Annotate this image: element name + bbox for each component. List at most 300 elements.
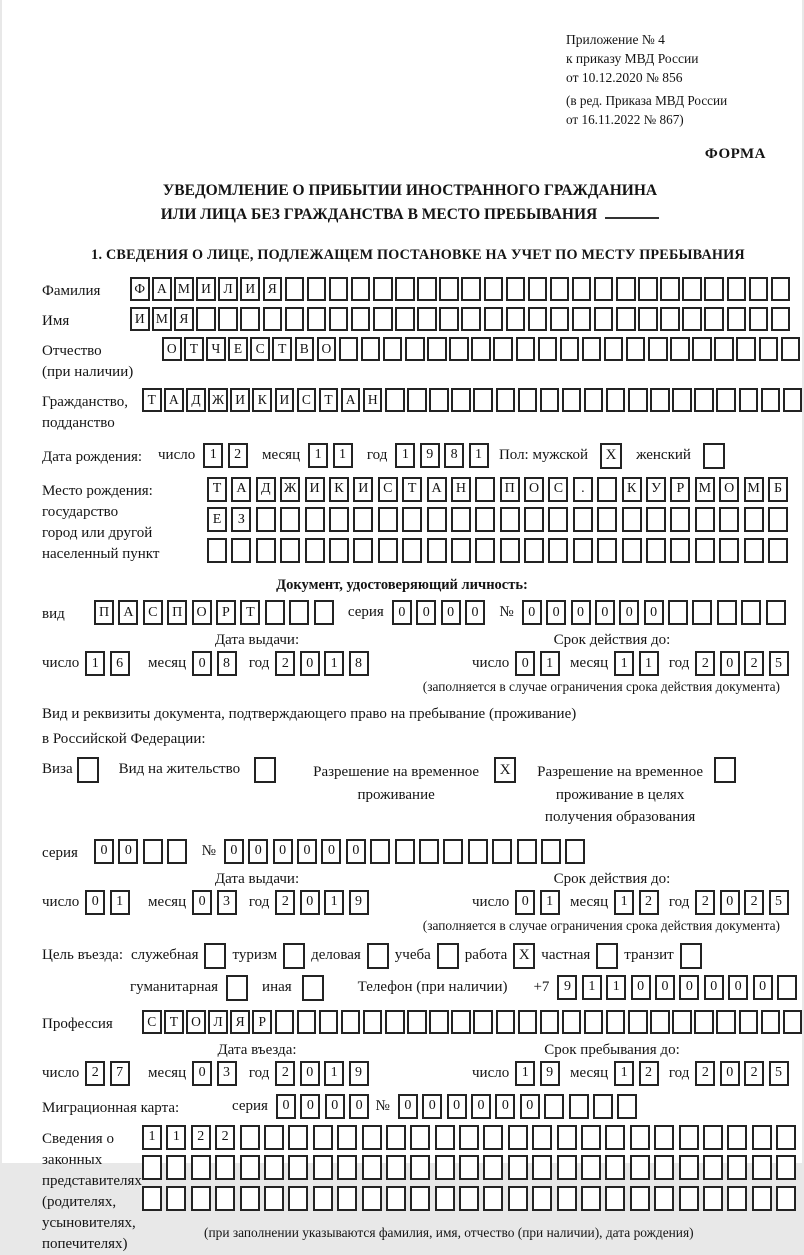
form-cell[interactable] bbox=[264, 1125, 284, 1150]
form-cell[interactable] bbox=[557, 1155, 577, 1180]
form-cell[interactable]: 0 bbox=[522, 600, 542, 625]
birth-year-cells[interactable] bbox=[395, 443, 493, 468]
form-cell[interactable] bbox=[752, 1125, 772, 1150]
form-cell[interactable]: И bbox=[275, 388, 295, 412]
form-cell[interactable] bbox=[544, 1094, 564, 1119]
form-cell[interactable] bbox=[439, 307, 459, 331]
form-cell[interactable]: У bbox=[646, 477, 666, 502]
form-cell[interactable]: А bbox=[427, 477, 447, 502]
form-cell[interactable] bbox=[532, 1186, 552, 1211]
form-cell[interactable]: 9 bbox=[349, 890, 369, 915]
form-cell[interactable]: 0 bbox=[515, 890, 535, 915]
form-cell[interactable]: С bbox=[548, 477, 568, 502]
form-cell[interactable]: К bbox=[622, 477, 642, 502]
form-cell[interactable] bbox=[166, 1155, 186, 1180]
form-cell[interactable]: 0 bbox=[273, 839, 293, 864]
form-cell[interactable]: 0 bbox=[441, 600, 461, 625]
form-cell[interactable] bbox=[386, 1186, 406, 1211]
form-cell[interactable]: В bbox=[295, 337, 315, 361]
form-cell[interactable]: 0 bbox=[118, 839, 138, 864]
form-cell[interactable]: 2 bbox=[695, 651, 715, 676]
form-cell[interactable] bbox=[280, 538, 300, 563]
form-cell[interactable] bbox=[717, 600, 737, 625]
form-cell[interactable] bbox=[562, 388, 582, 412]
form-cell[interactable] bbox=[776, 1186, 796, 1211]
form-cell[interactable] bbox=[692, 337, 712, 361]
form-cell[interactable]: Т bbox=[164, 1010, 184, 1034]
form-cell[interactable] bbox=[289, 600, 309, 625]
form-cell[interactable] bbox=[727, 277, 747, 301]
form-cell[interactable] bbox=[739, 1010, 759, 1034]
form-cell[interactable] bbox=[191, 1186, 211, 1211]
form-cell[interactable] bbox=[240, 1186, 260, 1211]
form-cell[interactable] bbox=[492, 839, 512, 864]
form-cell[interactable] bbox=[329, 507, 349, 532]
form-cell[interactable] bbox=[704, 307, 724, 331]
form-cell[interactable] bbox=[405, 337, 425, 361]
form-cell[interactable] bbox=[682, 307, 702, 331]
form-cell[interactable]: 0 bbox=[94, 839, 114, 864]
form-cell[interactable] bbox=[215, 1186, 235, 1211]
form-cell[interactable] bbox=[305, 507, 325, 532]
form-cell[interactable]: Т bbox=[184, 337, 204, 361]
form-cell[interactable] bbox=[417, 307, 437, 331]
form-cell[interactable]: 0 bbox=[392, 600, 412, 625]
form-cell[interactable]: 1 bbox=[203, 443, 223, 468]
form-cell[interactable] bbox=[597, 507, 617, 532]
form-cell[interactable] bbox=[749, 307, 769, 331]
form-cell[interactable] bbox=[703, 1186, 723, 1211]
form-cell[interactable] bbox=[483, 1186, 503, 1211]
residence-valid-day[interactable] bbox=[515, 890, 564, 915]
form-cell[interactable] bbox=[280, 507, 300, 532]
form-cell[interactable] bbox=[417, 277, 437, 301]
form-cell[interactable] bbox=[275, 1010, 295, 1034]
given-name-cells[interactable] bbox=[130, 307, 793, 331]
legal-reps-row-3[interactable] bbox=[142, 1186, 801, 1211]
form-cell[interactable]: О bbox=[524, 477, 544, 502]
birth-place-row-3[interactable] bbox=[207, 538, 792, 563]
form-cell[interactable]: 0 bbox=[495, 1094, 515, 1119]
purpose-official-checkbox[interactable] bbox=[204, 943, 226, 969]
form-cell[interactable] bbox=[679, 1186, 699, 1211]
form-cell[interactable] bbox=[439, 277, 459, 301]
form-cell[interactable]: А bbox=[118, 600, 138, 625]
form-cell[interactable] bbox=[517, 839, 537, 864]
form-cell[interactable] bbox=[496, 388, 516, 412]
form-cell[interactable] bbox=[597, 477, 617, 502]
form-cell[interactable] bbox=[373, 307, 393, 331]
form-cell[interactable] bbox=[378, 507, 398, 532]
form-cell[interactable] bbox=[508, 1125, 528, 1150]
form-cell[interactable] bbox=[500, 538, 520, 563]
form-cell[interactable] bbox=[744, 507, 764, 532]
form-cell[interactable] bbox=[459, 1155, 479, 1180]
legal-reps-row-2[interactable] bbox=[142, 1155, 801, 1180]
form-cell[interactable] bbox=[313, 1186, 333, 1211]
form-cell[interactable]: 1 bbox=[333, 443, 353, 468]
form-cell[interactable] bbox=[540, 388, 560, 412]
form-cell[interactable] bbox=[528, 307, 548, 331]
form-cell[interactable]: 5 bbox=[769, 651, 789, 676]
form-cell[interactable]: Е bbox=[207, 507, 227, 532]
form-cell[interactable] bbox=[383, 337, 403, 361]
birth-day-cells[interactable] bbox=[203, 443, 252, 468]
form-cell[interactable]: 0 bbox=[224, 839, 244, 864]
form-cell[interactable]: Ч bbox=[206, 337, 226, 361]
form-cell[interactable]: 8 bbox=[217, 651, 237, 676]
form-cell[interactable]: 1 bbox=[395, 443, 415, 468]
gender-female-checkbox[interactable] bbox=[703, 443, 725, 469]
residence-series-cells[interactable] bbox=[94, 839, 192, 864]
form-cell[interactable] bbox=[410, 1186, 430, 1211]
form-cell[interactable]: 0 bbox=[276, 1094, 296, 1119]
form-cell[interactable] bbox=[307, 277, 327, 301]
form-cell[interactable] bbox=[766, 600, 786, 625]
form-cell[interactable]: О bbox=[317, 337, 337, 361]
form-cell[interactable] bbox=[386, 1155, 406, 1180]
form-cell[interactable]: 0 bbox=[447, 1094, 467, 1119]
form-cell[interactable] bbox=[628, 388, 648, 412]
form-cell[interactable] bbox=[516, 337, 536, 361]
valid-year-cells[interactable] bbox=[695, 651, 793, 676]
form-cell[interactable] bbox=[256, 538, 276, 563]
form-cell[interactable]: Е bbox=[228, 337, 248, 361]
form-cell[interactable] bbox=[752, 1186, 772, 1211]
form-cell[interactable] bbox=[451, 538, 471, 563]
form-cell[interactable] bbox=[256, 507, 276, 532]
form-cell[interactable]: 1 bbox=[606, 975, 626, 1000]
form-cell[interactable]: 0 bbox=[346, 839, 366, 864]
form-cell[interactable] bbox=[727, 1155, 747, 1180]
form-cell[interactable] bbox=[263, 307, 283, 331]
form-cell[interactable]: 0 bbox=[300, 1094, 320, 1119]
form-cell[interactable] bbox=[679, 1155, 699, 1180]
form-cell[interactable] bbox=[560, 337, 580, 361]
form-cell[interactable] bbox=[407, 1010, 427, 1034]
form-cell[interactable] bbox=[353, 538, 373, 563]
citizenship-cells[interactable] bbox=[142, 388, 804, 412]
form-cell[interactable]: О bbox=[162, 337, 182, 361]
form-cell[interactable] bbox=[166, 1186, 186, 1211]
form-cell[interactable] bbox=[459, 1125, 479, 1150]
form-cell[interactable]: П bbox=[167, 600, 187, 625]
form-cell[interactable]: 6 bbox=[110, 651, 130, 676]
residence-issue-year[interactable] bbox=[275, 890, 373, 915]
form-cell[interactable]: С bbox=[143, 600, 163, 625]
form-cell[interactable] bbox=[395, 277, 415, 301]
form-cell[interactable] bbox=[776, 1155, 796, 1180]
form-cell[interactable] bbox=[451, 507, 471, 532]
form-cell[interactable] bbox=[759, 337, 779, 361]
form-cell[interactable] bbox=[548, 538, 568, 563]
form-cell[interactable] bbox=[606, 1010, 626, 1034]
form-cell[interactable] bbox=[329, 277, 349, 301]
form-cell[interactable] bbox=[339, 337, 359, 361]
form-cell[interactable] bbox=[771, 277, 791, 301]
form-cell[interactable] bbox=[362, 1125, 382, 1150]
form-cell[interactable]: 0 bbox=[655, 975, 675, 1000]
form-cell[interactable]: Р bbox=[670, 477, 690, 502]
purpose-tourism-checkbox[interactable] bbox=[283, 943, 305, 969]
form-cell[interactable]: С bbox=[297, 388, 317, 412]
form-cell[interactable]: 1 bbox=[324, 890, 344, 915]
form-cell[interactable] bbox=[719, 538, 739, 563]
form-cell[interactable] bbox=[581, 1155, 601, 1180]
form-cell[interactable]: 0 bbox=[325, 1094, 345, 1119]
form-cell[interactable]: 1 bbox=[540, 890, 560, 915]
form-cell[interactable] bbox=[565, 839, 585, 864]
form-cell[interactable]: М bbox=[152, 307, 172, 331]
form-cell[interactable] bbox=[654, 1125, 674, 1150]
form-cell[interactable] bbox=[468, 839, 488, 864]
form-cell[interactable] bbox=[616, 277, 636, 301]
form-cell[interactable] bbox=[142, 1155, 162, 1180]
form-cell[interactable]: Д bbox=[186, 388, 206, 412]
form-cell[interactable] bbox=[719, 507, 739, 532]
purpose-study-checkbox[interactable] bbox=[437, 943, 459, 969]
form-cell[interactable] bbox=[660, 277, 680, 301]
form-cell[interactable]: И bbox=[353, 477, 373, 502]
form-cell[interactable] bbox=[353, 507, 373, 532]
form-cell[interactable] bbox=[692, 600, 712, 625]
form-cell[interactable]: М bbox=[744, 477, 764, 502]
form-cell[interactable] bbox=[475, 538, 495, 563]
form-cell[interactable] bbox=[471, 337, 491, 361]
form-cell[interactable]: И bbox=[230, 388, 250, 412]
form-cell[interactable] bbox=[736, 337, 756, 361]
form-cell[interactable] bbox=[761, 388, 781, 412]
form-cell[interactable] bbox=[288, 1155, 308, 1180]
form-cell[interactable] bbox=[672, 388, 692, 412]
form-cell[interactable] bbox=[461, 307, 481, 331]
form-cell[interactable] bbox=[473, 1010, 493, 1034]
form-cell[interactable]: 0 bbox=[704, 975, 724, 1000]
form-cell[interactable]: 0 bbox=[422, 1094, 442, 1119]
form-cell[interactable]: 2 bbox=[639, 890, 659, 915]
form-cell[interactable] bbox=[240, 1125, 260, 1150]
phone-cells[interactable] bbox=[557, 975, 801, 1000]
form-cell[interactable] bbox=[727, 1186, 747, 1211]
residence-number-cells[interactable] bbox=[224, 839, 590, 864]
form-cell[interactable] bbox=[288, 1186, 308, 1211]
form-cell[interactable]: 1 bbox=[110, 890, 130, 915]
form-cell[interactable] bbox=[682, 277, 702, 301]
form-cell[interactable]: 0 bbox=[720, 651, 740, 676]
form-cell[interactable]: 0 bbox=[619, 600, 639, 625]
form-cell[interactable] bbox=[373, 277, 393, 301]
form-cell[interactable]: 0 bbox=[192, 890, 212, 915]
form-cell[interactable] bbox=[668, 600, 688, 625]
form-cell[interactable]: 0 bbox=[416, 600, 436, 625]
form-cell[interactable] bbox=[532, 1155, 552, 1180]
form-cell[interactable] bbox=[207, 538, 227, 563]
form-cell[interactable]: 0 bbox=[631, 975, 651, 1000]
form-cell[interactable]: 0 bbox=[471, 1094, 491, 1119]
purpose-work-checkbox[interactable]: X bbox=[513, 943, 535, 969]
issue-day-cells[interactable] bbox=[85, 651, 134, 676]
stay-day-cells[interactable] bbox=[515, 1061, 564, 1086]
form-cell[interactable]: 0 bbox=[595, 600, 615, 625]
form-cell[interactable]: И bbox=[240, 277, 260, 301]
form-cell[interactable]: 0 bbox=[546, 600, 566, 625]
form-cell[interactable]: 1 bbox=[614, 1061, 634, 1086]
form-cell[interactable]: К bbox=[329, 477, 349, 502]
form-cell[interactable] bbox=[167, 839, 187, 864]
form-cell[interactable] bbox=[781, 337, 801, 361]
form-cell[interactable]: Л bbox=[218, 277, 238, 301]
form-cell[interactable]: 2 bbox=[275, 651, 295, 676]
form-cell[interactable] bbox=[776, 1125, 796, 1150]
form-cell[interactable]: 9 bbox=[349, 1061, 369, 1086]
form-cell[interactable]: 1 bbox=[639, 651, 659, 676]
form-cell[interactable] bbox=[191, 1155, 211, 1180]
form-cell[interactable] bbox=[429, 388, 449, 412]
form-cell[interactable]: 1 bbox=[324, 1061, 344, 1086]
form-cell[interactable]: О bbox=[719, 477, 739, 502]
form-cell[interactable] bbox=[313, 1155, 333, 1180]
form-cell[interactable] bbox=[473, 388, 493, 412]
form-cell[interactable] bbox=[484, 277, 504, 301]
form-cell[interactable]: 5 bbox=[769, 890, 789, 915]
form-cell[interactable] bbox=[777, 975, 797, 1000]
form-cell[interactable] bbox=[449, 337, 469, 361]
form-cell[interactable]: 1 bbox=[85, 651, 105, 676]
form-cell[interactable] bbox=[739, 388, 759, 412]
form-cell[interactable]: К bbox=[252, 388, 272, 412]
form-cell[interactable]: 2 bbox=[228, 443, 248, 468]
form-cell[interactable] bbox=[506, 277, 526, 301]
form-cell[interactable] bbox=[562, 1010, 582, 1034]
form-cell[interactable] bbox=[329, 307, 349, 331]
form-cell[interactable]: 0 bbox=[398, 1094, 418, 1119]
form-cell[interactable] bbox=[771, 307, 791, 331]
form-cell[interactable] bbox=[532, 1125, 552, 1150]
form-cell[interactable] bbox=[703, 1155, 723, 1180]
form-cell[interactable] bbox=[475, 507, 495, 532]
form-cell[interactable] bbox=[650, 1010, 670, 1034]
form-cell[interactable]: 9 bbox=[540, 1061, 560, 1086]
entry-year-cells[interactable] bbox=[275, 1061, 373, 1086]
form-cell[interactable] bbox=[319, 1010, 339, 1034]
form-cell[interactable]: 1 bbox=[469, 443, 489, 468]
form-cell[interactable] bbox=[694, 1010, 714, 1034]
form-cell[interactable] bbox=[617, 1094, 637, 1119]
form-cell[interactable]: С bbox=[250, 337, 270, 361]
form-cell[interactable]: П bbox=[500, 477, 520, 502]
form-cell[interactable]: 0 bbox=[321, 839, 341, 864]
form-cell[interactable]: 0 bbox=[300, 1061, 320, 1086]
form-cell[interactable]: 7 bbox=[110, 1061, 130, 1086]
form-cell[interactable]: 0 bbox=[679, 975, 699, 1000]
form-cell[interactable]: М bbox=[174, 277, 194, 301]
form-cell[interactable] bbox=[660, 307, 680, 331]
form-cell[interactable]: 0 bbox=[248, 839, 268, 864]
form-cell[interactable]: Я bbox=[174, 307, 194, 331]
form-cell[interactable] bbox=[500, 507, 520, 532]
form-cell[interactable] bbox=[622, 507, 642, 532]
doc-series-cells[interactable] bbox=[392, 600, 490, 625]
form-cell[interactable] bbox=[305, 538, 325, 563]
form-cell[interactable] bbox=[370, 839, 390, 864]
residence-issue-month[interactable] bbox=[192, 890, 241, 915]
form-cell[interactable] bbox=[386, 1125, 406, 1150]
form-cell[interactable] bbox=[716, 388, 736, 412]
profession-cells[interactable] bbox=[142, 1010, 804, 1034]
form-cell[interactable]: 2 bbox=[695, 890, 715, 915]
form-cell[interactable] bbox=[569, 1094, 589, 1119]
form-cell[interactable]: 0 bbox=[720, 1061, 740, 1086]
form-cell[interactable] bbox=[240, 1155, 260, 1180]
form-cell[interactable] bbox=[314, 600, 334, 625]
purpose-other-checkbox[interactable] bbox=[302, 975, 324, 1001]
form-cell[interactable] bbox=[363, 1010, 383, 1034]
migration-series-cells[interactable] bbox=[276, 1094, 374, 1119]
form-cell[interactable] bbox=[362, 1155, 382, 1180]
form-cell[interactable] bbox=[630, 1186, 650, 1211]
form-cell[interactable] bbox=[703, 1125, 723, 1150]
gender-male-checkbox[interactable]: X bbox=[600, 443, 622, 469]
form-cell[interactable] bbox=[483, 1155, 503, 1180]
doc-number-cells[interactable] bbox=[522, 600, 790, 625]
form-cell[interactable] bbox=[605, 1155, 625, 1180]
form-cell[interactable] bbox=[518, 388, 538, 412]
form-cell[interactable] bbox=[630, 1125, 650, 1150]
form-cell[interactable]: Ж bbox=[208, 388, 228, 412]
form-cell[interactable]: И bbox=[305, 477, 325, 502]
form-cell[interactable] bbox=[218, 307, 238, 331]
visa-checkbox[interactable] bbox=[77, 757, 99, 783]
form-cell[interactable] bbox=[584, 1010, 604, 1034]
form-cell[interactable] bbox=[264, 1155, 284, 1180]
form-cell[interactable]: Д bbox=[256, 477, 276, 502]
form-cell[interactable]: 0 bbox=[192, 1061, 212, 1086]
form-cell[interactable] bbox=[337, 1155, 357, 1180]
purpose-transit-checkbox[interactable] bbox=[680, 943, 702, 969]
form-cell[interactable] bbox=[351, 277, 371, 301]
form-cell[interactable]: Т bbox=[142, 388, 162, 412]
form-cell[interactable]: Т bbox=[240, 600, 260, 625]
stay-year-cells[interactable] bbox=[695, 1061, 793, 1086]
form-cell[interactable] bbox=[626, 337, 646, 361]
form-cell[interactable] bbox=[351, 307, 371, 331]
form-cell[interactable] bbox=[646, 538, 666, 563]
form-cell[interactable]: О bbox=[192, 600, 212, 625]
form-cell[interactable]: 2 bbox=[695, 1061, 715, 1086]
form-cell[interactable]: 5 bbox=[769, 1061, 789, 1086]
issue-month-cells[interactable] bbox=[192, 651, 241, 676]
form-cell[interactable]: Т bbox=[272, 337, 292, 361]
form-cell[interactable] bbox=[402, 507, 422, 532]
form-cell[interactable]: С bbox=[378, 477, 398, 502]
form-cell[interactable] bbox=[572, 277, 592, 301]
form-cell[interactable]: Л bbox=[208, 1010, 228, 1034]
form-cell[interactable] bbox=[385, 388, 405, 412]
form-cell[interactable] bbox=[749, 277, 769, 301]
form-cell[interactable] bbox=[493, 337, 513, 361]
form-cell[interactable] bbox=[548, 507, 568, 532]
form-cell[interactable] bbox=[557, 1186, 577, 1211]
purpose-private-checkbox[interactable] bbox=[596, 943, 618, 969]
form-cell[interactable] bbox=[670, 538, 690, 563]
form-cell[interactable]: Ф bbox=[130, 277, 150, 301]
legal-reps-row-1[interactable] bbox=[142, 1125, 801, 1150]
form-cell[interactable]: 2 bbox=[191, 1125, 211, 1150]
form-cell[interactable] bbox=[727, 307, 747, 331]
form-cell[interactable] bbox=[714, 337, 734, 361]
form-cell[interactable]: 1 bbox=[582, 975, 602, 1000]
form-cell[interactable] bbox=[540, 1010, 560, 1034]
